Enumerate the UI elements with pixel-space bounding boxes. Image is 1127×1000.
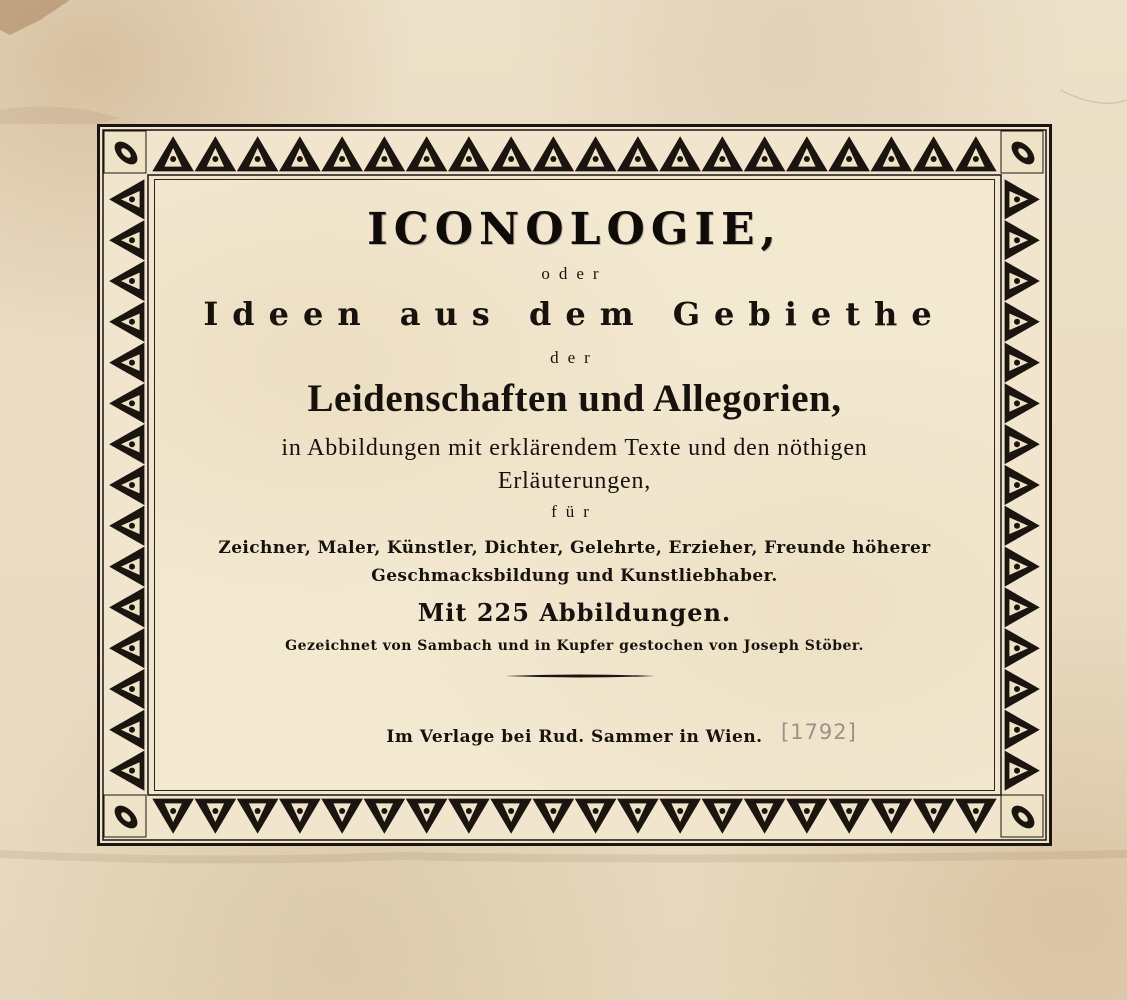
ornamental-frame bbox=[97, 124, 1052, 846]
title-panel bbox=[154, 179, 995, 791]
audience-line-1: Zeichner, Maler, Künstler, Dichter, Gelehrte, Erzieher, Freunde höherer bbox=[218, 538, 931, 558]
subtitle-line-1: Ideen aus dem Gebiethe bbox=[203, 295, 946, 333]
audience-line-2: Geschmacksbildung und Kunstliebhaber. bbox=[371, 566, 778, 586]
pencil-date-note: [1792] bbox=[781, 720, 857, 744]
subtitle-line-2: Leidenschaften und Allegorien, bbox=[307, 377, 842, 420]
connector-oder: oder bbox=[541, 264, 608, 283]
connector-der: der bbox=[550, 348, 599, 367]
divider-rule bbox=[505, 673, 655, 679]
engraving-credits: Gezeichnet von Sambach und in Kupfer gestochen von Joseph Stöber. bbox=[285, 638, 864, 654]
main-title: ICONOLOGIE, bbox=[367, 204, 782, 255]
description-line-2: Erläuterungen, bbox=[497, 468, 652, 494]
connector-fuer: für bbox=[551, 502, 598, 521]
publisher-imprint: Im Verlage bei Rud. Sammer in Wien. bbox=[386, 727, 763, 747]
illustrations-count: Mit 225 Abbildungen. bbox=[417, 598, 732, 627]
description-line-1: in Abbildungen mit erklärendem Texte und den nöthigen bbox=[281, 435, 868, 461]
